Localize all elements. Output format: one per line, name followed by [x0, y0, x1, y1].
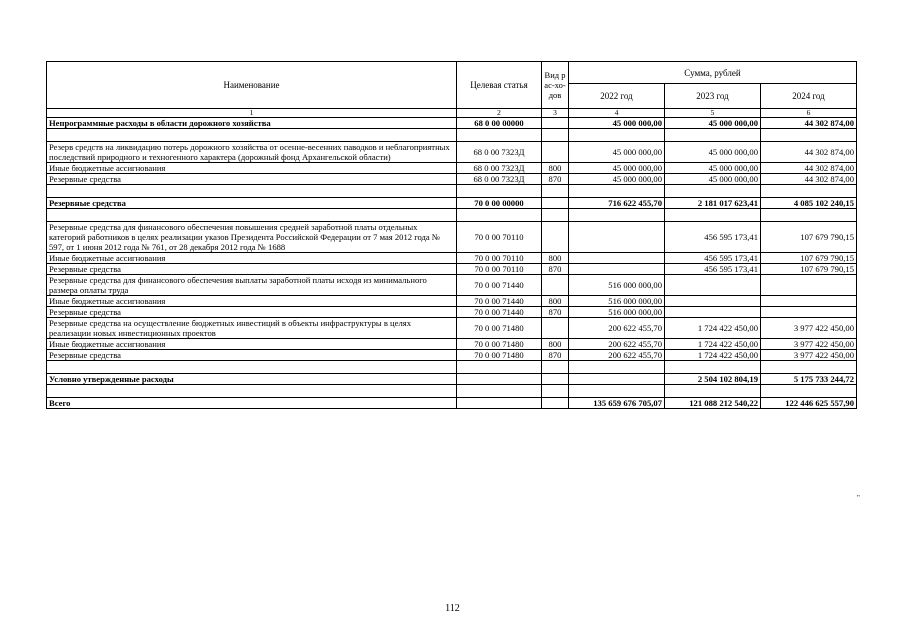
- row-name: Резервные средства: [47, 198, 457, 209]
- row-expense-type: 870: [542, 174, 569, 185]
- row-target-article: 68 0 00 7323Д: [457, 163, 542, 174]
- row-amount-2024: 4 085 102 240,15: [761, 198, 857, 209]
- row-target-article: 70 0 00 70110: [457, 222, 542, 253]
- row-name: Резервные средства: [47, 307, 457, 318]
- row-amount-2022: 716 622 455,70: [569, 198, 665, 209]
- column-number: 5: [665, 109, 761, 118]
- row-amount-2022: 45 000 000,00: [569, 174, 665, 185]
- row-amount-2024: [761, 307, 857, 318]
- spacer-cell: [665, 129, 761, 142]
- spacer-cell: [761, 129, 857, 142]
- spacer-cell: [761, 385, 857, 398]
- row-amount-2023: 1 724 422 450,00: [665, 318, 761, 339]
- header-year-2022: 2022 год: [569, 84, 665, 109]
- spacer-row: [47, 209, 857, 222]
- row-amount-2022: 45 000 000,00: [569, 142, 665, 163]
- spacer-cell: [457, 129, 542, 142]
- row-amount-2024: 3 977 422 450,00: [761, 339, 857, 350]
- table-row: [47, 253, 857, 264]
- header-amount: Сумма, рублей: [569, 62, 857, 84]
- table-row: [47, 222, 857, 253]
- row-amount-2023: 45 000 000,00: [665, 174, 761, 185]
- row-amount-2024: 44 302 874,00: [761, 174, 857, 185]
- spacer-cell: [457, 209, 542, 222]
- spacer-cell: [569, 185, 665, 198]
- row-name: Иные бюджетные ассигнования: [47, 339, 457, 350]
- row-name: Резервные средства для финансового обеспечения повышения средней заработной платы отдельных категорий работников в целях реализации указов Президента Российской Федерации от 7 мая 2012 года № 597, от 1 июня 2012 года № 761, от 28 декабря 2012 года № 1688: [47, 222, 457, 253]
- row-amount-2022: 516 000 000,00: [569, 296, 665, 307]
- row-name: Резервные средства: [47, 174, 457, 185]
- row-amount-2024: 44 302 874,00: [761, 118, 857, 129]
- row-target-article: 68 0 00 7323Д: [457, 174, 542, 185]
- row-expense-type: [542, 275, 569, 296]
- table-row: [47, 296, 857, 307]
- row-amount-2024: 44 302 874,00: [761, 142, 857, 163]
- row-target-article: 70 0 00 71480: [457, 350, 542, 361]
- row-amount-2023: 456 595 173,41: [665, 264, 761, 275]
- row-amount-2023: 456 595 173,41: [665, 253, 761, 264]
- table-row: [47, 163, 857, 174]
- header-name: Наименование: [47, 62, 457, 109]
- row-amount-2023: 2 181 017 623,41: [665, 198, 761, 209]
- row-amount-2023: 45 000 000,00: [665, 118, 761, 129]
- row-amount-2023: 45 000 000,00: [665, 163, 761, 174]
- spacer-cell: [47, 385, 457, 398]
- row-expense-type: [542, 142, 569, 163]
- row-name: Резерв средств на ликвидацию потерь дорожного хозяйства от осенне-весенних паводков и неблагоприятных последствий природного и техногенного характера (дорожный фонд Архангельской области): [47, 142, 457, 163]
- row-expense-type: [542, 318, 569, 339]
- row-target-article: 70 0 00 00000: [457, 198, 542, 209]
- column-number: 4: [569, 109, 665, 118]
- row-amount-2024: 3 977 422 450,00: [761, 350, 857, 361]
- row-expense-type: 800: [542, 296, 569, 307]
- row-name: Резервные средства: [47, 264, 457, 275]
- spacer-cell: [542, 129, 569, 142]
- column-number: 2: [457, 109, 542, 118]
- row-target-article: 70 0 00 70110: [457, 264, 542, 275]
- row-target-article: 70 0 00 71440: [457, 307, 542, 318]
- section-total-row: [47, 118, 857, 129]
- table-row: [47, 264, 857, 275]
- section-total-row: [47, 374, 857, 385]
- header-year-2023: 2023 год: [665, 84, 761, 109]
- spacer-row: [47, 129, 857, 142]
- row-amount-2022: 516 000 000,00: [569, 307, 665, 318]
- spacer-cell: [761, 185, 857, 198]
- row-expense-type: [542, 118, 569, 129]
- row-target-article: 70 0 00 70110: [457, 253, 542, 264]
- spacer-row: [47, 185, 857, 198]
- table-row: [47, 318, 857, 339]
- spacer-cell: [665, 385, 761, 398]
- column-number-row: [47, 109, 857, 118]
- spacer-cell: [665, 185, 761, 198]
- row-expense-type: 800: [542, 253, 569, 264]
- row-target-article: 70 0 00 71440: [457, 296, 542, 307]
- row-amount-2022: [569, 374, 665, 385]
- row-expense-type: 800: [542, 163, 569, 174]
- row-amount-2024: 122 446 625 557,90: [761, 398, 857, 409]
- row-amount-2023: 121 088 212 540,22: [665, 398, 761, 409]
- table-body: [47, 118, 857, 409]
- row-amount-2022: [569, 253, 665, 264]
- row-amount-2024: 44 302 874,00: [761, 163, 857, 174]
- row-expense-type: 870: [542, 264, 569, 275]
- row-amount-2023: 1 724 422 450,00: [665, 350, 761, 361]
- row-expense-type: 800: [542, 339, 569, 350]
- row-expense-type: 870: [542, 350, 569, 361]
- row-amount-2022: 45 000 000,00: [569, 118, 665, 129]
- row-name: Иные бюджетные ассигнования: [47, 163, 457, 174]
- table-row: [47, 307, 857, 318]
- row-amount-2022: [569, 264, 665, 275]
- row-amount-2022: 135 659 676 705,07: [569, 398, 665, 409]
- spacer-cell: [542, 209, 569, 222]
- header-target-article: Целевая статья: [457, 62, 542, 109]
- spacer-row: [47, 361, 857, 374]
- row-target-article: [457, 374, 542, 385]
- spacer-cell: [569, 209, 665, 222]
- row-amount-2023: 1 724 422 450,00: [665, 339, 761, 350]
- spacer-cell: [457, 185, 542, 198]
- row-amount-2024: 107 679 790,15: [761, 253, 857, 264]
- row-amount-2023: 456 595 173,41: [665, 222, 761, 253]
- spacer-cell: [47, 129, 457, 142]
- row-target-article: 68 0 00 00000: [457, 118, 542, 129]
- section-total-row: [47, 198, 857, 209]
- row-amount-2023: [665, 296, 761, 307]
- row-amount-2024: [761, 296, 857, 307]
- spacer-cell: [542, 185, 569, 198]
- row-target-article: 70 0 00 71440: [457, 275, 542, 296]
- row-expense-type: [542, 198, 569, 209]
- spacer-cell: [665, 209, 761, 222]
- row-expense-type: 870: [542, 307, 569, 318]
- row-amount-2023: 2 504 102 804,19: [665, 374, 761, 385]
- column-number: 1: [47, 109, 457, 118]
- header-expense-type: Вид рас-хо-дов: [542, 62, 569, 109]
- row-amount-2022: 45 000 000,00: [569, 163, 665, 174]
- row-amount-2022: 200 622 455,70: [569, 339, 665, 350]
- row-target-article: 70 0 00 71480: [457, 318, 542, 339]
- spacer-cell: [457, 385, 542, 398]
- spacer-cell: [569, 385, 665, 398]
- spacer-cell: [542, 361, 569, 374]
- row-amount-2023: [665, 307, 761, 318]
- section-total-row: [47, 398, 857, 409]
- row-name: Условно утвержденные расходы: [47, 374, 457, 385]
- row-expense-type: [542, 398, 569, 409]
- spacer-cell: [761, 361, 857, 374]
- spacer-cell: [457, 361, 542, 374]
- table-row: [47, 350, 857, 361]
- spacer-cell: [542, 385, 569, 398]
- table-row: [47, 275, 857, 296]
- row-amount-2022: [569, 222, 665, 253]
- row-amount-2022: 516 000 000,00: [569, 275, 665, 296]
- spacer-cell: [47, 361, 457, 374]
- row-name: Иные бюджетные ассигнования: [47, 296, 457, 307]
- row-amount-2024: [761, 275, 857, 296]
- row-amount-2022: 200 622 455,70: [569, 350, 665, 361]
- closing-quote-mark: ": [857, 494, 860, 502]
- row-amount-2024: 107 679 790,15: [761, 264, 857, 275]
- table-row: [47, 174, 857, 185]
- table-row: [47, 142, 857, 163]
- row-name: Непрограммные расходы в области дорожного хозяйства: [47, 118, 457, 129]
- row-amount-2024: 3 977 422 450,00: [761, 318, 857, 339]
- row-target-article: [457, 398, 542, 409]
- spacer-cell: [665, 361, 761, 374]
- row-name: Резервные средства для финансового обеспечения выплаты заработной платы исходя из минимального размера оплаты труда: [47, 275, 457, 296]
- row-expense-type: [542, 374, 569, 385]
- row-name: Резервные средства на осуществление бюджетных инвестиций в объекты инфраструктуры в целях реализации новых инвестиционных проектов: [47, 318, 457, 339]
- budget-table: [46, 61, 857, 409]
- row-target-article: 70 0 00 71480: [457, 339, 542, 350]
- spacer-cell: [569, 361, 665, 374]
- column-number: 3: [542, 109, 569, 118]
- row-amount-2023: 45 000 000,00: [665, 142, 761, 163]
- budget-table-page: [46, 61, 856, 409]
- row-name: Резервные средства: [47, 350, 457, 361]
- table-row: [47, 339, 857, 350]
- row-target-article: 68 0 00 7323Д: [457, 142, 542, 163]
- header-year-2024: 2024 год: [761, 84, 857, 109]
- row-amount-2022: 200 622 455,70: [569, 318, 665, 339]
- spacer-row: [47, 385, 857, 398]
- row-name: Иные бюджетные ассигнования: [47, 253, 457, 264]
- row-amount-2023: [665, 275, 761, 296]
- spacer-cell: [47, 209, 457, 222]
- spacer-cell: [569, 129, 665, 142]
- spacer-cell: [761, 209, 857, 222]
- row-name: Всего: [47, 398, 457, 409]
- column-number: 6: [761, 109, 857, 118]
- row-amount-2024: 5 175 733 244,72: [761, 374, 857, 385]
- row-amount-2024: 107 679 790,15: [761, 222, 857, 253]
- spacer-cell: [47, 185, 457, 198]
- row-expense-type: [542, 222, 569, 253]
- page-number: 112: [445, 603, 460, 614]
